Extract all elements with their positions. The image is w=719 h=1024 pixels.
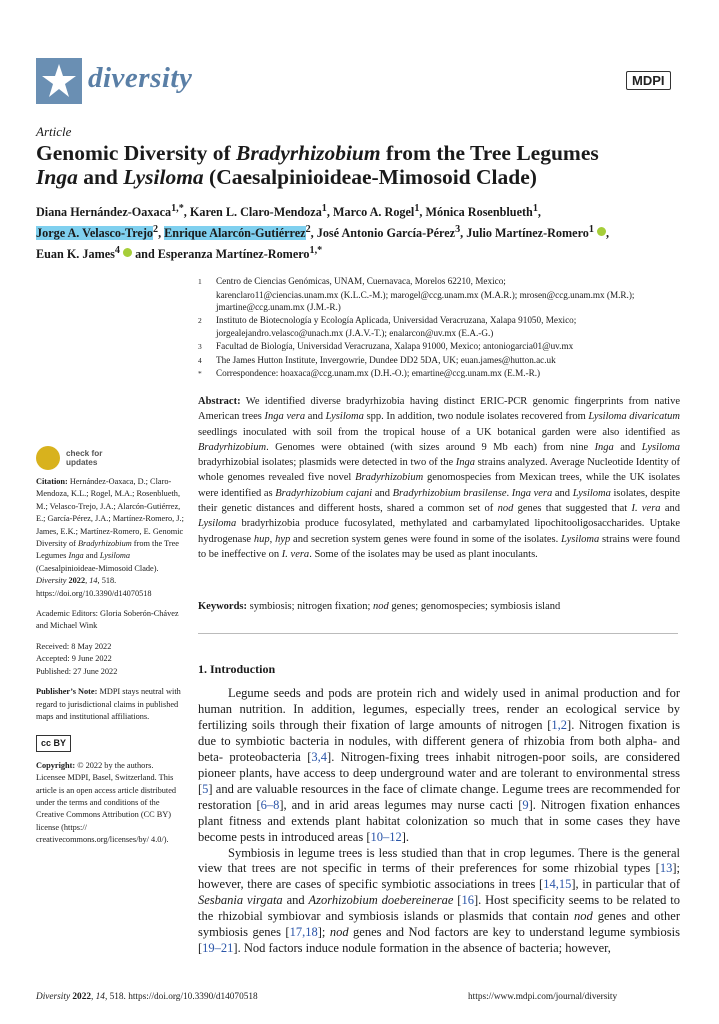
section-heading: 1. Introduction (198, 662, 276, 676)
cc-by-icon[interactable]: cc BY (36, 735, 71, 751)
affiliations: 1 Centro de Ciencias Genómicas, UNAM, Cuernavaca, Morelos 62210, Mexico; karenclaro11@ciencias.unam.mx (K.L.C.-M.); marogel@ccg.unam.mx (M.A.R.); mrosen@ccg.unam.mx (M.R.); jmartine@ccg.unam.mx (J.M.-R.) 2 Instituto de Biotecnología y Ecología Aplicada, Universidad Veracruzana, Xalapa 91050, Mexico; jorgealejandro.velasco@unach.mx (J.A.V.-T.); enalarcon@uv.mx (E.A.-G.) 3 Facultad de Biología, Universidad Veracruzana, Xalapa 91000, Mexico; antoniogarcia01@uv.mx 4 The James Hutton Institute, Invergowrie, Dundee DD2 5DA, UK; euan.james@hutton.ac.uk * Correspondence: hoaxaca@ccg.unam.mx (D.H.-O.); emartine@ccg.unam.mx (E.M.-R.) (198, 276, 635, 379)
author: Marco A. Rogel (332, 205, 415, 220)
citation-link[interactable]: 10–12 (370, 829, 402, 844)
citation-link[interactable]: 13 (659, 861, 673, 876)
citation-link[interactable]: 6–8 (260, 797, 280, 812)
publisher-name: MDPI (626, 71, 671, 90)
left-sidebar (36, 476, 184, 847)
citation-link[interactable]: 19–21 (202, 941, 234, 956)
author: Julio Martínez-Romero (466, 226, 589, 241)
publisher-logo (626, 72, 671, 90)
author: Esperanza Martínez-Romero (157, 247, 310, 262)
check-for-updates-button[interactable]: check for updates (36, 446, 102, 470)
article-title: Genomic Diversity of Bradyrhizobium from the Tree Legumes Inga and Lysiloma (Caesalpinioideae-Mimosoid Clade) (36, 141, 599, 189)
author-highlighted: Enrique Alarcón-Gutiérrez (164, 226, 306, 241)
footer-citation: Diversity 2022, 14, 518. https://doi.org/10.3390/d14070518 (36, 992, 258, 1002)
citation-link[interactable]: 9 (522, 797, 529, 812)
citation-link[interactable]: 5 (202, 781, 209, 796)
academic-editors: Academic Editors: Gloria Soberón-Chávez and Michael Wink (36, 609, 179, 631)
accepted-date: Accepted: 9 June 2022 (36, 654, 112, 664)
journal-logo (36, 58, 82, 104)
author: Diana Hernández-Oaxaca (36, 205, 172, 220)
introduction-body (198, 686, 680, 957)
author: Karen L. Claro-Mendoza (189, 205, 322, 220)
journal-name: diversity (88, 62, 193, 94)
divider (198, 633, 678, 634)
check-icon (36, 446, 60, 470)
author-highlighted: Jorge A. Velasco-Trejo (36, 226, 153, 241)
citation-link[interactable]: 3,4 (311, 749, 328, 764)
publisher-note: Publisher’s Note: MDPI stays neutral with regard to jurisdictional claims in published maps and institutional affiliations. (36, 687, 181, 721)
orcid-icon[interactable] (123, 248, 132, 257)
article-type: Article (36, 124, 72, 139)
author: Euan K. James (36, 247, 115, 262)
copyright: Copyright: © 2022 by the authors. Licensee MDPI, Basel, Switzerland. This article is an open access article distributed under the terms and conditions of the Creative Commons Attribution (CC BY) license (https:// creativecommons.org/licenses/by/ 4.0/). (36, 760, 177, 845)
paragraph: Legume seeds and pods are protein rich and widely used in animal production and for human nutrition. In addition, legumes, especially trees, render an ecological service by fertilizing soils through their fixation of large amounts of nitrogen [1,2]. Nitrogen fixation is due to symbiotic bacteria in nodules, with different genera of rhizobia from both alpha- and beta- proteobacteria [3,4]. Nitrogen-fixing trees inhabit nitrogen-poor soils, are considered pioneer plants, have access to deep underground water and are tolerant to environmental stress [5] and are valuable resources in the face of climate change. Legume trees are recommended for restoration [6–8], and in arid areas legumes may nurse cacti [9]. Nitrogen fixation enhances plant fitness and extends plant habitat colonization so much that in some cases they have become pests in introduced areas [10–12]. (198, 686, 680, 844)
footer-url[interactable]: https://www.mdpi.com/journal/diversity (468, 992, 618, 1002)
citation-link[interactable]: 16 (461, 893, 474, 908)
author: José Antonio García-Pérez (316, 226, 456, 241)
author-list: Diana Hernández-Oaxaca$^{1,*}$, Karen L. Claro-Mendoza$^1$, Marco A. Rogel$^1$, Mónica Rosenblueth$^1$, Jorge A. Velasco-Trejo$^2$, Enrique Alarcón-Gutiérrez$^2$, José Antonio García-Pérez$^3$, Julio Martínez-Romero$^1$ , Euan K. James$^4$ and Esperanza Martínez-Romero$^{1,*}$ (36, 203, 610, 262)
received-date: Received: 8 May 2022 (36, 641, 112, 651)
citation: Citation: Hernández-Oaxaca, D.; Claro-Mendoza, K.L.; Rogel, M.A.; Rosenblueth, M.; Velasco-Trejo, J.A.; Alarcón-Gutiérrez, E.; García-Pérez, J.A.; Martínez-Romero, J.; James, E.K.; Martínez-Romero, E. Genomic Diversity of Bradyrhizobium from the Tree Legumes Inga and Lysiloma (Caesalpinioideae-Mimosoid Clade). Diversity 2022, 14, 518. https://doi.org/10.3390/d14070518 (36, 477, 184, 598)
citation-link[interactable]: 14,15 (543, 877, 572, 892)
published-date: Published: 27 June 2022 (36, 666, 118, 676)
abstract: Abstract: We identified diverse bradyrhizobia having distinct ERIC-PCR genomic fingerprints from native American trees Inga vera and Lysiloma spp. In addition, two nodule isolates recovered from Lysiloma divaricatum seedlings inoculated with soil from the tropical house of a UK botanical garden were also identified as Bradyrhizobium. Genomes were obtained (with sizes around 9 Mb each) from nine Inga and Lysiloma bradyrhizobial isolates; plasmids were detected in two of the Inga strains analyzed. Average Nucleotide Identity of whole genomes revealed five novel Bradyrhizobium genomospecies from Mexican trees, while the UK isolates were identified as Bradyrhizobium cajani and Bradyrhizobium brasilense. Inga vera and Lysiloma isolates, despite their genetic distances and different hosts, shared a common set of nod genes that suggested that I. vera and Lysiloma bradyrhizobia produce fucosylated, methylated and carbamylated lipochitooligosaccharides. Uptake hydrogenase hup, hyp and secretion system genes were found in some of the isolates. Lysiloma strains were found to be ineffective on I. vera. Some of the isolates may be used as plant inoculants. (198, 396, 681, 560)
author: Mónica Rosenblueth (425, 205, 533, 220)
citation-link[interactable]: 17,18 (289, 925, 318, 940)
citation-link[interactable]: 1,2 (551, 717, 568, 732)
orcid-icon[interactable] (597, 227, 606, 236)
paragraph: Symbiosis in legume trees is less studied than that in crop legumes. There is the general view that trees are not specific in terms of their preferences for some rhizobial types [13]; however, there are cases of specific symbiotic associations in trees [14,15], in particular that of Sesbania virgata and Azorhizobium doebereinerae [16]. Host specificity seems to be related to the rhizobial symbiovar and symbiosis islands or plasmids that contain nod genes and other symbiosis genes [17,18]; nod genes and Nod factors are key to understand legume symbiosis [19–21]. Nod factors induce nodule formation in the absence of bacteria; however, (198, 845, 681, 956)
keywords: Keywords: symbiosis; nitrogen fixation; nod genes; genomospecies; symbiosis island (198, 601, 561, 612)
